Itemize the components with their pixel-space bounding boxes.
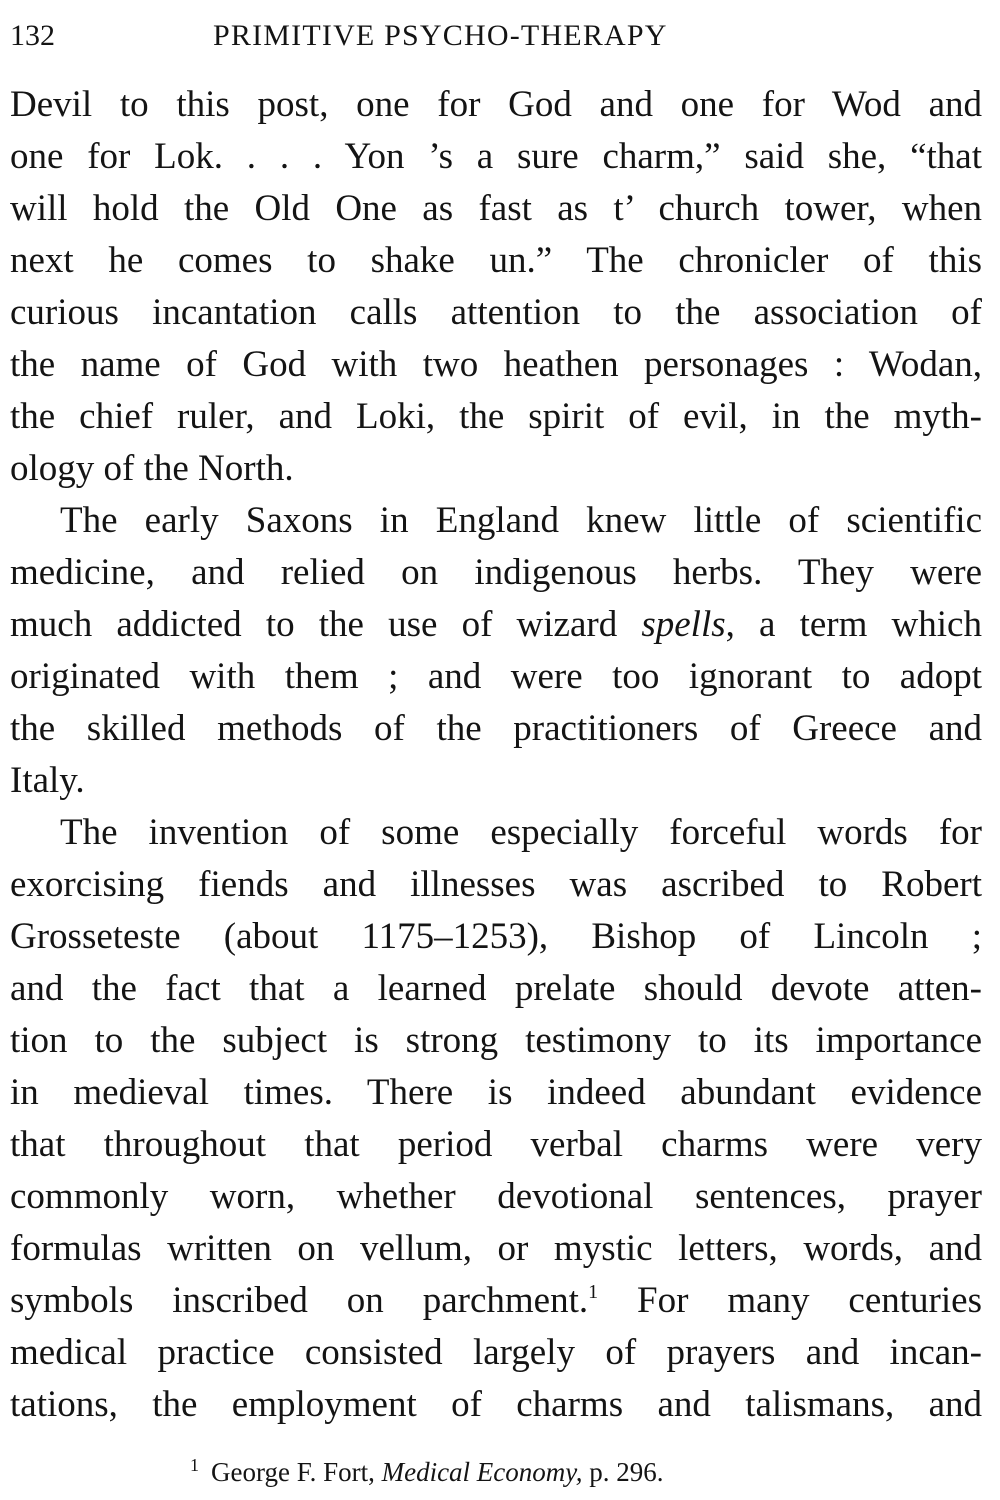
text-fragment: much addicted to the use of wizard: [10, 604, 642, 645]
text-line: Devil to this post, one for God and one for Wod and: [10, 84, 982, 125]
text-line: one for Lok. . . . Yon ’s a sure charm,” said she, “that: [10, 136, 982, 177]
text-line: formulas written on vellum, or mystic letters, words, and: [10, 1228, 982, 1269]
text-line: will hold the Old One as fast as t’ church tower, when: [10, 188, 982, 229]
text-line: and the fact that a learned prelate should devote atten-: [10, 968, 982, 1009]
page-number: 132: [10, 19, 55, 52]
text-line: in medieval times. There is indeed abundant evidence: [10, 1072, 982, 1113]
text-line: the chief ruler, and Loki, the spirit of evil, in the myth-: [10, 396, 982, 437]
text-line: medicine, and relied on indigenous herbs. They were: [10, 552, 982, 593]
text-line: The invention of some especially forceful words for: [60, 812, 982, 853]
text-line: the skilled methods of the practitioners of Greece and: [10, 708, 982, 749]
footnote-text: p. 296.: [582, 1457, 664, 1487]
text-line: Grosseteste (about 1175–1253), Bishop of Lincoln ;: [10, 916, 982, 957]
body-text: [10, 79, 982, 1431]
footnote-mark: 1: [190, 1455, 199, 1475]
page-header: [10, 16, 982, 56]
running-head: PRIMITIVE PSYCHO-THERAPY: [213, 19, 668, 52]
text-fragment: symbols inscribed on parchment.: [10, 1280, 589, 1321]
book-page: [10, 0, 982, 1500]
text-line: Italy.: [10, 760, 85, 801]
text-fragment: For many centuries: [598, 1280, 982, 1321]
text-line: curious incantation calls attention to the association of: [10, 292, 982, 333]
text-line: tion to the subject is strong testimony to its importance: [10, 1020, 982, 1061]
text-line: originated with them ; and were too ignorant to adopt: [10, 656, 982, 697]
footnote-text: George F. Fort,: [211, 1457, 382, 1487]
footnote-title: Medical Economy,: [381, 1457, 583, 1487]
text-line: tations, the employment of charms and talismans, and: [10, 1384, 982, 1425]
text-line: ology of the North.: [10, 448, 294, 489]
italic-term: spells: [641, 604, 726, 645]
text-line: The early Saxons in England knew little of scientific: [60, 500, 982, 541]
text-line: medical practice consisted largely of prayers and incan-: [10, 1332, 982, 1373]
text-fragment: , a term which: [725, 604, 982, 645]
footnote-reference: 1: [588, 1281, 599, 1303]
text-line: the name of God with two heathen personages : Wodan,: [10, 344, 982, 385]
text-line: commonly worn, whether devotional sentences, prayer: [10, 1176, 982, 1217]
text-line: exorcising fiends and illnesses was ascribed to Robert: [10, 864, 982, 905]
text-line: next he comes to shake un.” The chronicler of this: [10, 240, 982, 281]
text-line: [10, 1275, 982, 1327]
text-line: [10, 599, 982, 651]
text-line: that throughout that period verbal charms were very: [10, 1124, 982, 1165]
footnote: [190, 1455, 664, 1489]
